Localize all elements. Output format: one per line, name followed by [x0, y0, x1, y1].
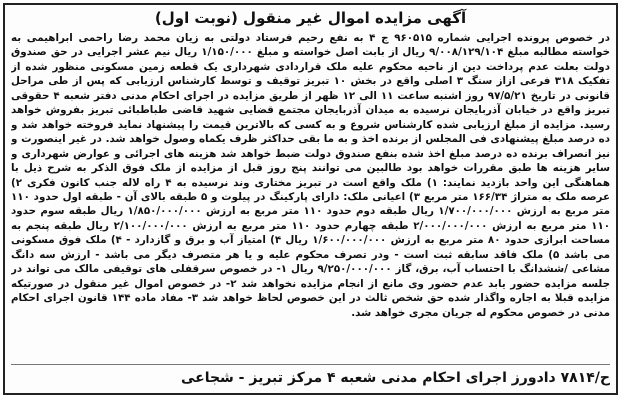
notice-frame: [3, 3, 618, 395]
footer-divider: [11, 364, 610, 365]
notice-signature: ح/۷۸۱۴ دادورز اجرای احکام مدنی شعبه ۴ مرکز تبریز - شجاعی: [180, 370, 610, 386]
notice-body: در خصوص پرونده اجرایی شماره ۹۶۰۵۱۵ ج ۴ به نفع رحیم فرستاد دولتی به زیان محمد رضا راحمی ابراهیمی به خواسته مطالبه مبلغ ۹/۰۰۸/۱۲۹/۱۰۴ ریال از بابت اصل خواسته و مبلغ ۱/۱۵۰/۰۰۰ ریال نیم عشر اجرایی در حق صندوق دولت بعلت عدم پرداخت دین از ناحیه محکوم علیه ملک قراردادی شهرداری یک قطعه زمین مسکونی منظور شده از تفکیک ۳۱۸ فرعی ازاز سنگ ۳ اصلی واقع در بخش ۱۰ تبریز توقیف و توسط کارشناس ارزیابی که پس از طی مراحل قانونی در تاریخ ۹۷/۵/۲۱ روز اشنبه ساعت ۱۱ الی ۱۲ ظهر از طریق مزایده در اجرای احکام مدنی دفتر شعبه ۴ حقوقی تبریز واقع در خیابان آذربایجان نرسیده به میدان آذربایجان مجتمع قضایی شهید قاضی طباطبائی تبریز بفروش خواهد رسید. مزایده از مبلغ ارزیابی شده کارشناس شروع و به کسی که بالاترین قیمت را پیشنهاد نماید فروخته خواهد شد و ده درصد مبلغ پیشنهادی فی المجلس از برنده اخذ و به ما بقی حداکثر ظرف یکماه وصول خواهد شد. در غیر اینصورت و نیز انصراف برنده ده درصد مبلغ اخذ شده بنفع صندوق دولت ضبط خواهد شد هزینه های اجرائی و عوارض شهرداری و سایر هزینه ها طبق مقررات خواهد بود طالبین می توانند پنج روز قبل از مزایده از ملک فوق الذکر به شرح ذیل با هماهنگی این واحد بازدید نمایند: ۱) ملک واقع است در تبریز مختاری وند نرسیده به ۴ راه لاله جنب کانون فکری ۲) عرصه ملک به متراژ ۱۶۶/۳۴ متر مربع ۳) اعیانی ملک: دارای پارکینگ در پیلوت و ۵ طبقه بالای آن - طبقه اول حدود ۱۱۰ متر مربع به ارزش ۱/۷۰۰/۰۰۰/۰۰۰ ریال طبقه دوم حدود ۱۱۰ متر مربع به ارزش ۱/۸۵۰/۰۰۰/۰۰۰ ریال طبقه سوم حدود ۱۱۰ متر مربع به ارزش ۲/۰۰۰/۰۰۰/۰۰۰ طبقه چهارم حدود ۱۱۰ متر مربع به ارزش ۲/۱۰۰/۰۰۰/۰۰۰ ریال طبقه پنجم به مساحت ابرازی حدود ۸۰ متر مربع به ارزش ۱/۶۰۰/۰۰۰/۰۰۰ ریال ۴) امتیاز آب و برق و گازدارد - ۴) ملک فوق مسکونی می باشد ۵) ملک فاقد سابقه ثبت است - ودر تصرف محکوم علیه و یا هر متصرف دیگر می باشد - ارزش سه دانگ مشاعی /ششدانگ با احتساب آب، برق، گاز ۹/۲۵۰/۰۰۰/۰۰۰ ریال ۱- در خصوص سرقفلی های توقیفی مالک می تواند در جلسه مزایده حضور یابد عدم حضور وی مانع از انجام مزایده نخواهد شد ۲- در خصوص اموال غیر منقول در صورتیکه مزایده قبلا به اجاره واگذار شده حق شخص ثالث در این خصوص لحاظ خواهد شد ۳- مفاد ماده ۱۴۴ قانون اجرای احکام مدنی در خصوص محکوم له جریان مجری خواهد شد.: [11, 32, 610, 319]
notice-title: آگهی مزایده اموال غیر منقول (نوبت اول): [154, 9, 467, 27]
